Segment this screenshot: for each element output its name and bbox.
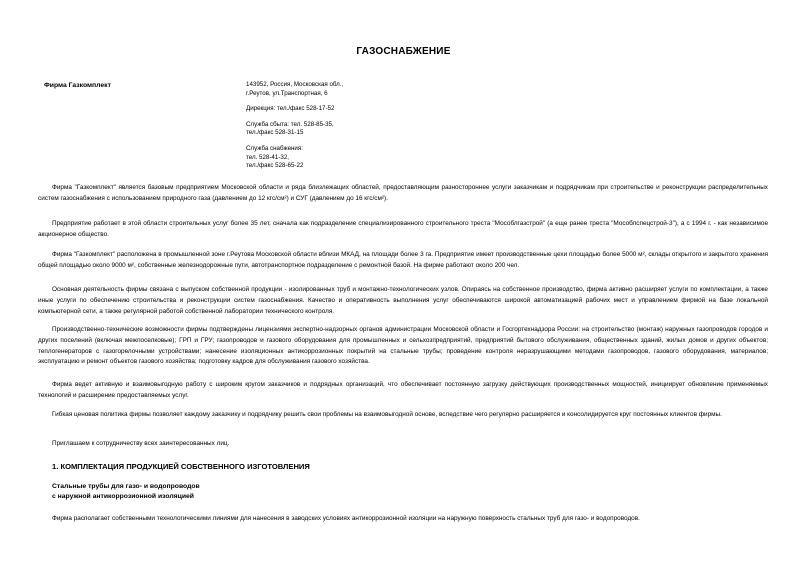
sales-phone-2: тел./факс 528-31-15 [246,129,304,137]
paragraph-licenses: Производственно-технические возможности фирмы подтверждены лицензиями экспертно-надзорных органов администрации Московской области и Госгортехнадзора России: на строительство (монтаж) наружных газопроводов городов и других поселений (включая межпоселковые); ГРП и ГРУ; газопроводов и газового оборудования для промышленных и сельхозпредприятий, предприятий бытового обслуживания, общественных зданий, жилых домов и других объектов; теплогенераторов с газогорелочными устройствами; нанесение изоляционных антикоррозионных покрытий на стальные трубы; проведение контроля неразрушающими методами газопроводов, газового оборудования, материалов; эксплуатацию и ремонт объектов газового хозяйства; подготовку кадров для обслуживания газового хозяйства. [38,326,768,366]
supply-label: Служба снабжения: [246,144,303,152]
paragraph-partners: Фирма ведет активную и взаимовыгодную работу с широким кругом заказчиков и подрядных организаций, что обеспечивает постоянную загрузку действующих производственных мощностей, инициирует обновление применяемых технологий и расширение предоставляемых услуг. [38,381,768,399]
company-contacts [246,81,506,171]
paragraph-history: Предприятие работает в этой области строительных услуг более 35 лет, сначала как подразделение специализированного строительного треста "Мособлгазстрой" (а еще ранее треста "Мособлспецстрой-3"), а с 1994 г. - как независимое акционерное общество. [38,220,768,238]
address-line-2: г.Реутов, ул.Транспортная, 6 [246,89,328,97]
section-heading: 1. КОМПЛЕКТАЦИЯ ПРОДУКЦИЕЙ СОБСТВЕННОГО ИЗГОТОВЛЕНИЯ [52,462,310,471]
subsection-line-1: Стальные трубы для газо- и водопроводов [52,483,200,490]
paragraph-activity: Основная деятельность фирмы связана с выпуском собственной продукции - изолированных труб и монтажно-технологических узлов. Опираясь на собственное производство, фирма активно расширяет услуги по комплектации, а также иные услуги по обеспечению строительства и реконструкции систем газоснабжения. Качество и оперативность выполнения услуг обеспечиваются широкой автоматизацией рабочих мест и управлением фирмой на базе локальной компьютерной сети, а также регулярной работой собственной лаборатории технического контроля. [38,286,768,315]
paragraph-intro: Фирма "Газкомплект" является базовым предприятием Московской области и ряда близлежащих областей, предоставляющим разностороннее услуги заказчикам и подрядчикам при строительстве и реконструкции распределительных систем газоснабжения с использованием природного газа (давлением до 12 кгс/см²) и СУГ (давлением до 16 кгс/см²). [38,184,768,202]
directorate-phone: Дирекция: тел./факс 528-17-52 [246,105,335,113]
page-title: ГАЗОСНАБЖЕНИЕ [356,46,451,57]
paragraph-pricing: Гибкая ценовая политика фирмы позволяет каждому заказчику и подрядчику решить свои проблемы на взаимовыгодной основе, вследствие чего регулярно расширяется и консолидируется круг постоянных клиентов фирмы. [52,411,722,418]
paragraph-location: Фирма "Газкомплект" расположена в промышленной зоне г.Реутова Московской области вблизи МКАД, на площади более 3 га. Предприятие имеет производственные цехи площадью более 5000 м², склады открытого и закрытого хранения общей площадью около 9000 м², собственные железнодорожные пути, автотранспортное подразделение с ремонтной базой. На фирме работают около 200 чел. [38,251,768,269]
paragraph-invitation: Приглашаем к сотрудничеству всех заинтересованных лиц. [52,440,230,447]
subsection-line-2: с наружной антикоррозионной изоляцией [52,493,194,500]
subsection-heading [52,482,200,502]
address-line-1: 143952, Россия, Московская обл., [246,81,344,88]
paragraph-pipes: Фирма располагает собственными технологическими линиями для нанесения в заводских условиях антикоррозионной изоляции на наружную поверхность стальных труб для газо- и водопроводов. [52,515,640,522]
sales-phone-1: Служба сбыта: тел. 528-85-35, [246,120,334,128]
supply-phone-1: тел. 528-41-32, [246,153,289,161]
supply-phone-2: тел./факс 528-65-22 [246,162,304,170]
company-name: Фирма Газкомплект [44,82,111,89]
